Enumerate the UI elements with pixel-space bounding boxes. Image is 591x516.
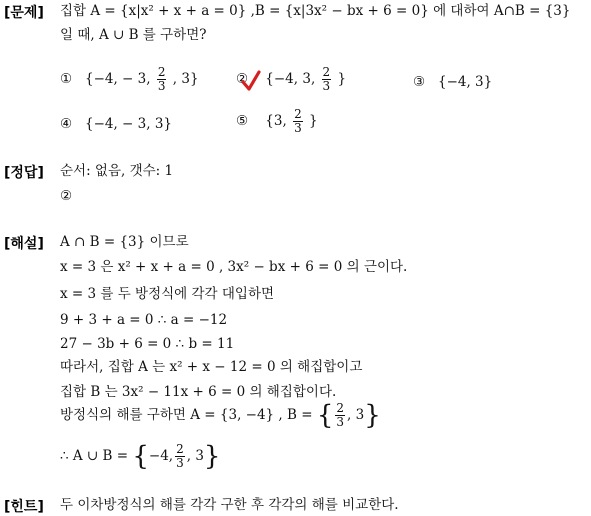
choice-2-marker: ② (236, 71, 249, 87)
choice-1-marker: ① (60, 71, 73, 87)
explanation-line-1: A ∩ B = {3} 이므로 (60, 234, 189, 250)
choice-5-right: } (309, 113, 318, 129)
choice-1-fraction: $\frac{2}{3}$ (157, 65, 166, 93)
explanation-line-9: ∴ A ∪ B = {−4, $\frac{2}{3}$ , 3} (60, 441, 221, 472)
choice-5-left: {3, (265, 113, 287, 129)
explanation-line-8-fraction: $\frac{2}{3}$ (336, 401, 345, 429)
choice-1[interactable] (60, 66, 199, 93)
choice-4-marker: ④ (60, 116, 73, 132)
hint-text: 두 이차방정식의 해를 각각 구한 후 각각의 해를 비교한다. (60, 497, 399, 513)
explanation-line-5: 27 − 3b + 6 = 0 ∴ b = 11 (60, 336, 235, 352)
choice-1-left: {−4, − 3, (84, 71, 151, 87)
choice-5-marker: ⑤ (236, 113, 249, 129)
explanation-label: [해설] (4, 236, 44, 252)
explanation-line-9-left: ∴ A ∪ B = (60, 448, 129, 464)
explanation-line-7: 집합 B 는 3x² − 11x + 6 = 0 의 해집합이다. (60, 384, 337, 400)
problem-label: [문제] (4, 5, 44, 21)
explanation-line-9-fraction: $\frac{2}{3}$ (176, 442, 184, 470)
choice-2-right: } (337, 71, 347, 87)
choice-3-text: {−4, 3} (437, 74, 493, 90)
choice-5-fraction: $\frac{2}{3}$ (294, 107, 302, 135)
hint-label: [힌트] (4, 499, 44, 515)
check-mark-icon (241, 70, 261, 92)
explanation-line-3: x = 3 를 두 방정식에 각각 대입하면 (60, 286, 275, 302)
explanation-line-8: 방정식의 해를 구하면 A = {3, −4} , B = { $\frac{2}{3}$ , 3} (60, 400, 381, 431)
choice-1-right: , 3} (172, 71, 199, 87)
answer-label: [정답] (4, 165, 44, 181)
choice-2-left: {−4, 3, (265, 71, 316, 87)
answer-value: ② (60, 188, 73, 204)
choice-3[interactable] (413, 74, 492, 90)
choice-5[interactable] (236, 108, 318, 135)
explanation-line-6: 따라서, 집합 A 는 x² + x − 12 = 0 의 해집합이고 (60, 359, 363, 375)
problem-line-2: 일 때, A ∪ B 를 구하면? (60, 27, 207, 43)
explanation-line-4: 9 + 3 + a = 0 ∴ a = −12 (60, 312, 228, 328)
problem-line-1: 집합 A = {x|x² + x + a = 0} ,B = {x|3x² − bx + 6 = 0} 에 대하여 A∩B = {3} (60, 3, 571, 19)
explanation-line-8-left: 방정식의 해를 구하면 A = {3, −4} , B = (60, 407, 313, 423)
choice-4-text: {−4, − 3, 3} (84, 116, 173, 132)
answer-meta: 순서: 없음, 갯수: 1 (60, 163, 174, 179)
choice-3-marker: ③ (413, 74, 426, 90)
choice-2-fraction: $\frac{2}{3}$ (322, 65, 331, 93)
explanation-line-2: x = 3 은 x² + x + a = 0 , 3x² − bx + 6 = 0 의 근이다. (60, 259, 408, 275)
choice-4[interactable] (60, 116, 172, 132)
